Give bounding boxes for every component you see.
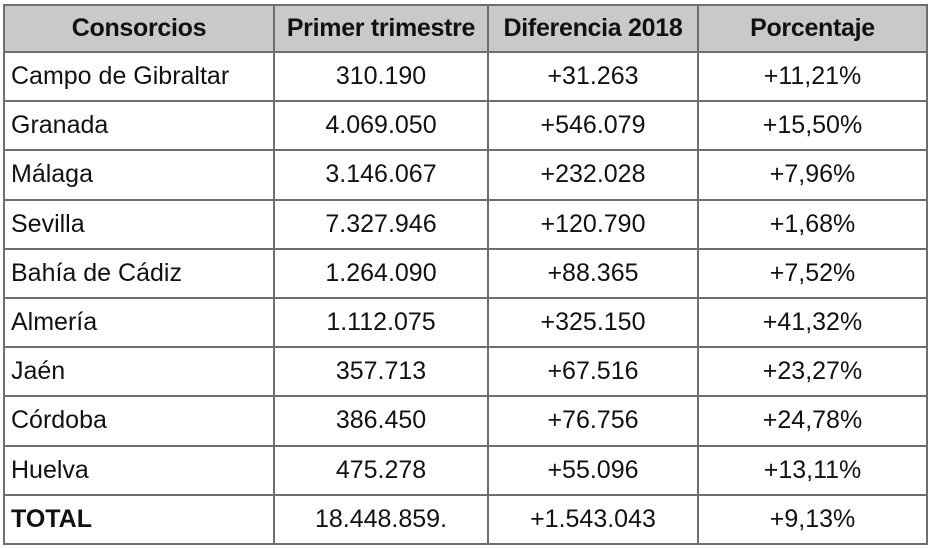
cell-consorcio: Granada <box>4 101 274 150</box>
table-row <box>4 101 927 150</box>
cell-consorcio: Jaén <box>4 347 274 396</box>
total-label: TOTAL <box>4 495 274 544</box>
cell-porcentaje: +15,50% <box>698 101 927 150</box>
cell-consorcio: Bahía de Cádiz <box>4 249 274 298</box>
total-porcentaje: +9,13% <box>698 495 927 544</box>
cell-primer-trimestre: 310.190 <box>274 52 488 101</box>
cell-porcentaje: +7,52% <box>698 249 927 298</box>
cell-porcentaje: +24,78% <box>698 396 927 445</box>
total-diferencia: +1.543.043 <box>488 495 698 544</box>
cell-primer-trimestre: 4.069.050 <box>274 101 488 150</box>
cell-diferencia: +120.790 <box>488 200 698 249</box>
cell-diferencia: +546.079 <box>488 101 698 150</box>
table-row <box>4 298 927 347</box>
cell-primer-trimestre: 357.713 <box>274 347 488 396</box>
table-row <box>4 396 927 445</box>
cell-diferencia: +67.516 <box>488 347 698 396</box>
cell-primer-trimestre: 475.278 <box>274 446 488 495</box>
total-row <box>4 495 927 544</box>
cell-primer-trimestre: 3.146.067 <box>274 150 488 199</box>
cell-diferencia: +88.365 <box>488 249 698 298</box>
cell-diferencia: +232.028 <box>488 150 698 199</box>
cell-consorcio: Málaga <box>4 150 274 199</box>
cell-consorcio: Almería <box>4 298 274 347</box>
cell-primer-trimestre: 7.327.946 <box>274 200 488 249</box>
table-row <box>4 150 927 199</box>
cell-primer-trimestre: 1.264.090 <box>274 249 488 298</box>
cell-porcentaje: +23,27% <box>698 347 927 396</box>
cell-diferencia: +76.756 <box>488 396 698 445</box>
table-row <box>4 347 927 396</box>
table-row <box>4 200 927 249</box>
cell-consorcio: Campo de Gibraltar <box>4 52 274 101</box>
cell-diferencia: +31.263 <box>488 52 698 101</box>
cell-diferencia: +55.096 <box>488 446 698 495</box>
table-row <box>4 52 927 101</box>
header-diferencia-2018: Diferencia 2018 <box>488 5 698 52</box>
cell-primer-trimestre: 386.450 <box>274 396 488 445</box>
cell-diferencia: +325.150 <box>488 298 698 347</box>
header-primer-trimestre: Primer trimestre <box>274 5 488 52</box>
cell-consorcio: Sevilla <box>4 200 274 249</box>
cell-porcentaje: +1,68% <box>698 200 927 249</box>
table-row <box>4 249 927 298</box>
header-row <box>4 5 927 52</box>
cell-porcentaje: +7,96% <box>698 150 927 199</box>
cell-porcentaje: +13,11% <box>698 446 927 495</box>
cell-consorcio: Córdoba <box>4 396 274 445</box>
total-primer-trimestre: 18.448.859. <box>274 495 488 544</box>
consorcios-table <box>3 4 928 545</box>
cell-primer-trimestre: 1.112.075 <box>274 298 488 347</box>
cell-porcentaje: +41,32% <box>698 298 927 347</box>
header-porcentaje: Porcentaje <box>698 5 927 52</box>
header-consorcios: Consorcios <box>4 5 274 52</box>
table-row <box>4 446 927 495</box>
cell-consorcio: Huelva <box>4 446 274 495</box>
cell-porcentaje: +11,21% <box>698 52 927 101</box>
